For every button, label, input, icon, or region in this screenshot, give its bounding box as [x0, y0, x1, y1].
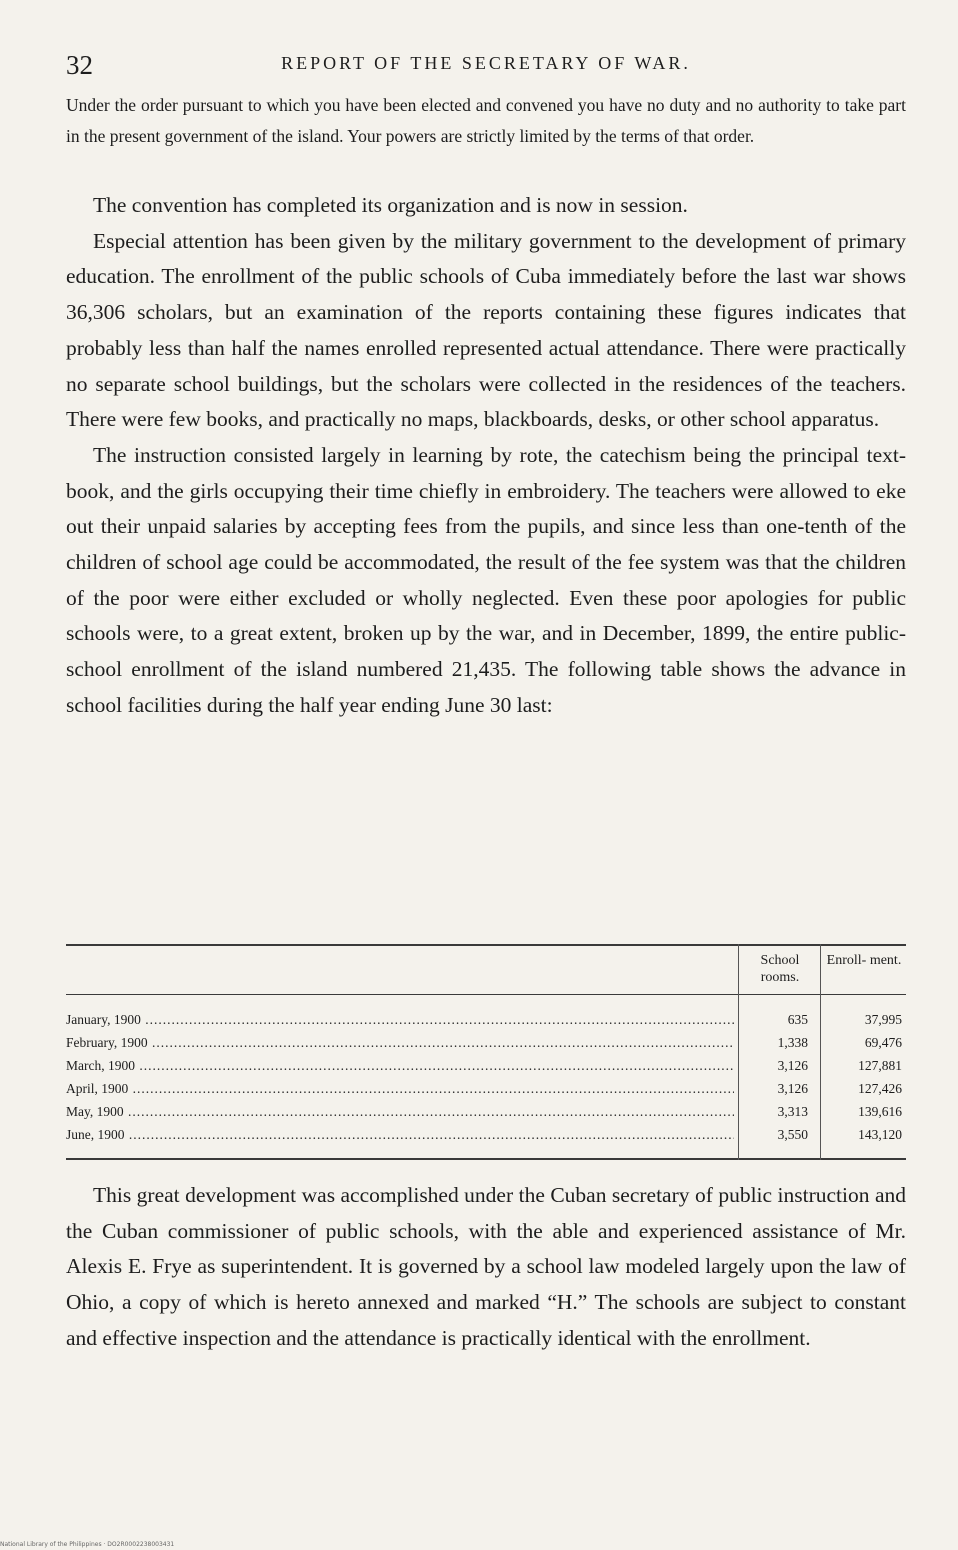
row-school-rooms: 3,313 [777, 1104, 808, 1119]
table-row [66, 1035, 906, 1058]
table-row [66, 1104, 906, 1127]
closing-text [66, 1178, 906, 1357]
row-enrollment: 37,995 [864, 1012, 902, 1027]
body-text [66, 188, 906, 724]
paragraph: The convention has completed its organization and is now in session. [93, 193, 688, 217]
row-enrollment: 127,426 [858, 1081, 902, 1096]
row-school-rooms: 3,126 [777, 1081, 808, 1096]
row-school-rooms: 635 [787, 1012, 808, 1027]
running-title: REPORT OF THE SECRETARY OF WAR. [281, 53, 691, 73]
column-header-enrollment: Enroll- ment. [826, 953, 902, 968]
row-month: April, 1900 ..... [66, 1081, 734, 1097]
table-row [66, 1058, 906, 1081]
table-rule [66, 944, 906, 946]
row-month: May, 1900 ..... [66, 1104, 734, 1120]
intro-quote: Under the order pursuant to which you have been elected and convened you have no duty and no authority to take part in the present government of the island. Your powers are strictly limited by the terms of that order. [66, 95, 906, 146]
page-number: 32 [66, 50, 93, 80]
row-enrollment: 143,120 [858, 1127, 902, 1142]
paragraph: Especial attention has been given by the military government to the development of primary education. The enrollment of the public schools of Cuba immediately before the last war shows 36,306 scholars, but an examination of the reports containing these figures indicates that probably less than half the names enrolled represented actual attendance. There were practically no separate school buildings, but the scholars were collected in the residences of the teachers. There were few books, and practically no maps, blackboards, desks, or other school apparatus. [66, 228, 906, 432]
scan-credit: National Library of the Philippines · DO2R0002238003431 [0, 1541, 175, 1548]
row-month: March, 1900 ..... [66, 1058, 734, 1074]
row-enrollment: 69,476 [864, 1035, 902, 1050]
row-school-rooms: 1,338 [777, 1035, 808, 1050]
enrollment-table [66, 944, 906, 1164]
row-enrollment: 139,616 [858, 1104, 902, 1119]
row-month: June, 1900 ..... [66, 1127, 734, 1143]
paragraph: This great development was accomplished under the Cuban secretary of public instruction and the Cuban commissioner of public schools, with the able and experienced assistance of Mr. Alexis E. Frye as superintendent. It is governed by a school law modeled largely upon the law of Ohio, a copy of which is hereto annexed and marked “H.” The schools are subject to constant and effective inspection and the attendance is practically identical with the enrollment. [66, 1183, 906, 1350]
row-school-rooms: 3,550 [777, 1127, 808, 1142]
table-rule [66, 1158, 906, 1160]
paragraph: The instruction consisted largely in learning by rote, the catechism being the principal text-book, and the girls occupying their time chiefly in embroidery. The teachers were allowed to eke out their unpaid salaries by accepting fees from the pupils, and since less than one-tenth of the children of school age could be accommodated, the result of the fee system was that the children of the poor were either excluded or wholly neglected. Even these poor apologies for public schools were, to a great extent, broken up by the war, and in December, 1899, the entire public-school enrollment of the island numbered 21,435. The following table shows the advance in school facilities during the half year ending June 30 last: [66, 442, 906, 717]
row-school-rooms: 3,126 [777, 1058, 808, 1073]
page-header [66, 50, 906, 84]
row-month: February, 1900 ..... [66, 1035, 734, 1051]
table-row [66, 1127, 906, 1150]
table-rule [66, 994, 906, 995]
row-month: January, 1900 ..... [66, 1012, 734, 1028]
table-row [66, 1081, 906, 1104]
table-row [66, 1012, 906, 1035]
row-enrollment: 127,881 [858, 1058, 902, 1073]
column-header-school-rooms: School rooms. [760, 953, 800, 985]
